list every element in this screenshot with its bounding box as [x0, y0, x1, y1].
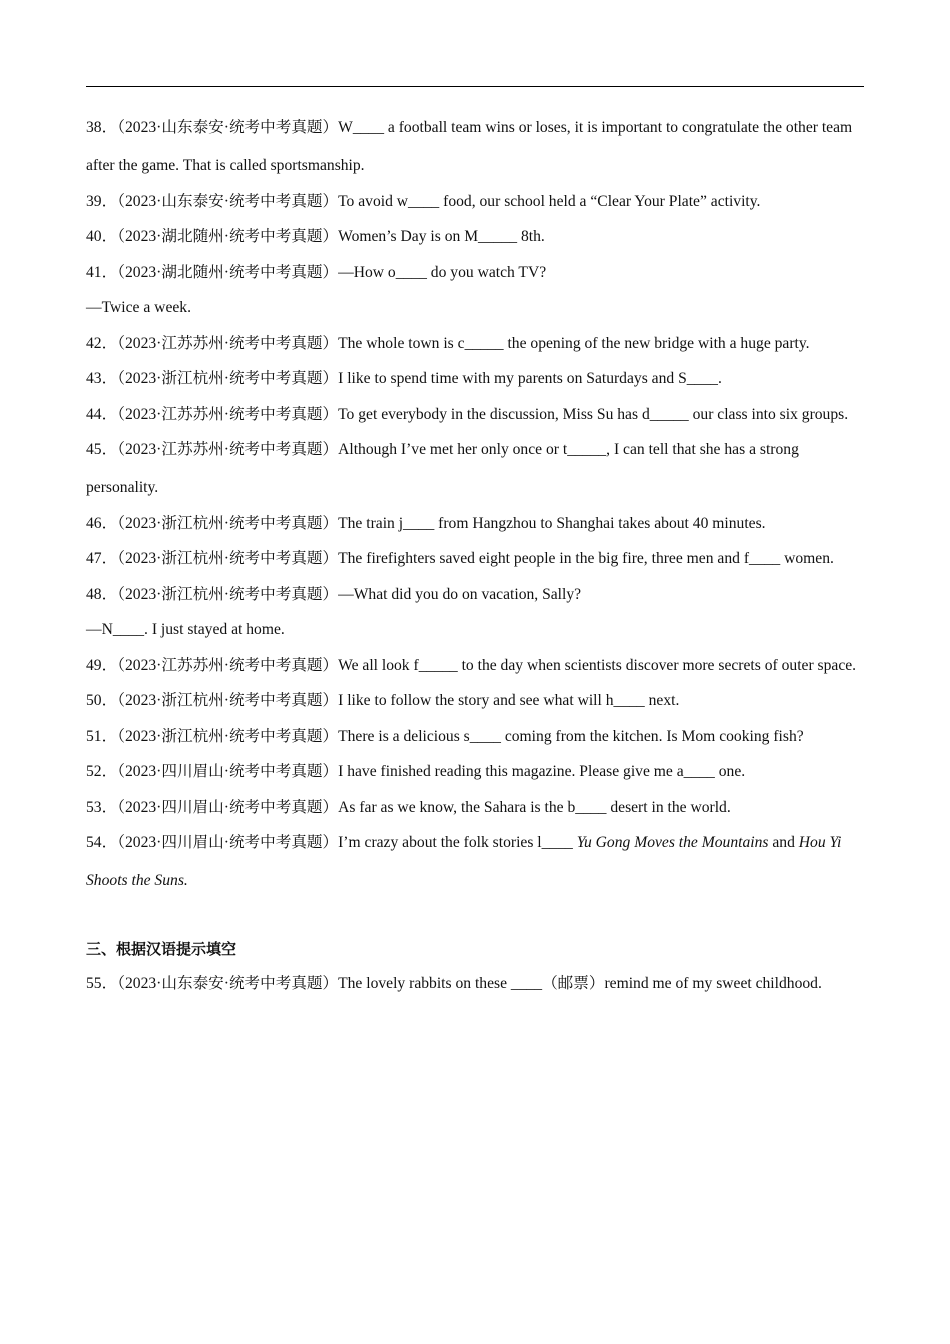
question-43 [86, 360, 864, 398]
question-source: （2023·江苏苏州·统考中考真题） [117, 334, 339, 352]
question-number: 49． [86, 656, 118, 674]
question-text: The lovely rabbits on these ____（邮票）remind me of my sweet childhood. [338, 975, 822, 992]
question-source: （2023·四川眉山·统考中考真题） [117, 834, 339, 851]
question-49 [86, 647, 864, 685]
story-title-yu-gong: Yu Gong Moves the Mountains [576, 834, 769, 851]
question-45 [86, 431, 864, 507]
question-44 [86, 396, 864, 434]
question-source: （2023·浙江杭州·统考中考真题） [117, 514, 339, 532]
question-number: 44． [86, 405, 118, 423]
question-55 [86, 965, 864, 1003]
question-54 [86, 824, 864, 900]
question-38 [86, 109, 864, 185]
question-text: As far as we know, the Sahara is the b____ desert in the world. [338, 798, 731, 816]
question-40 [86, 218, 864, 256]
question-50 [86, 682, 864, 720]
question-number: 41． [86, 263, 118, 281]
question-source: （2023·浙江杭州·统考中考真题） [117, 692, 339, 709]
question-text: —How o____ do you watch TV? [338, 263, 547, 281]
question-text: Although I’ve met her only once or t_____, I can tell that she has a strong personality. [86, 441, 799, 496]
question-39 [86, 183, 864, 221]
question-source: （2023·山东泰安·统考中考真题） [117, 119, 339, 136]
question-source: （2023·浙江杭州·统考中考真题） [117, 727, 339, 745]
question-text: To avoid w____ food, our school held a “Clear Your Plate” activity. [338, 192, 761, 210]
question-42 [86, 325, 864, 363]
question-source: （2023·浙江杭州·统考中考真题） [117, 585, 339, 603]
section-heading: 三、根据汉语提示填空 [86, 939, 237, 958]
question-source: （2023·四川眉山·统考中考真题） [117, 798, 339, 816]
question-source: （2023·浙江杭州·统考中考真题） [117, 370, 339, 387]
question-number: 51． [86, 727, 118, 745]
question-number: 46． [86, 514, 118, 532]
question-47 [86, 540, 864, 578]
question-text: We all look f_____ to the day when scientists discover more secrets of outer space. [338, 656, 857, 674]
question-source: （2023·山东泰安·统考中考真题） [117, 192, 339, 210]
header-rule [86, 86, 864, 87]
question-text: —What did you do on vacation, Sally? [338, 585, 582, 603]
question-number: 43． [86, 370, 118, 387]
question-text: I like to spend time with my parents on Saturdays and S____. [338, 370, 722, 387]
question-text: To get everybody in the discussion, Miss Su has d_____ our class into six groups. [338, 405, 849, 423]
question-51 [86, 718, 864, 756]
question-number: 47． [86, 550, 118, 567]
question-46 [86, 505, 864, 543]
story-title-hou-yi: Hou Yi Shoots the Suns. [86, 834, 842, 889]
question-number: 42． [86, 334, 118, 352]
question-53 [86, 789, 864, 827]
question-number: 40． [86, 228, 118, 245]
question-text: I’m crazy about the folk stories l____ [338, 834, 577, 851]
question-41-answer-line: —Twice a week. [86, 299, 191, 316]
question-number: 52． [86, 763, 118, 780]
question-number: 55． [86, 975, 118, 992]
question-48-answer-line: —N____. I just stayed at home. [86, 621, 285, 638]
question-source: （2023·山东泰安·统考中考真题） [117, 975, 339, 992]
question-source: （2023·湖北随州·统考中考真题） [117, 228, 339, 245]
question-number: 45． [86, 441, 118, 458]
question-text-joiner: and [768, 834, 799, 851]
question-number: 39． [86, 192, 118, 210]
question-41 [86, 254, 864, 292]
question-source: （2023·四川眉山·统考中考真题） [117, 763, 339, 780]
question-text: The firefighters saved eight people in the big fire, three men and f____ women. [338, 550, 834, 567]
question-text: There is a delicious s____ coming from the kitchen. Is Mom cooking fish? [338, 727, 804, 745]
question-source: （2023·江苏苏州·统考中考真题） [117, 441, 339, 458]
question-52 [86, 753, 864, 791]
question-source: （2023·湖北随州·统考中考真题） [117, 263, 339, 281]
question-number: 53． [86, 798, 118, 816]
question-number: 48． [86, 585, 118, 603]
worksheet-content [86, 109, 864, 1001]
question-source: （2023·江苏苏州·统考中考真题） [117, 656, 339, 674]
question-text: The train j____ from Hangzhou to Shanghai takes about 40 minutes. [338, 514, 766, 532]
question-text: I like to follow the story and see what will h____ next. [338, 692, 680, 709]
question-source: （2023·江苏苏州·统考中考真题） [117, 405, 339, 423]
question-number: 50． [86, 692, 118, 709]
question-text: Women’s Day is on M_____ 8th. [338, 228, 545, 245]
question-48 [86, 576, 864, 614]
question-text: W____ a football team wins or loses, it is important to congratulate the other team after the game. That is called sportsmanship. [86, 119, 853, 174]
question-source: （2023·浙江杭州·统考中考真题） [117, 550, 339, 567]
question-text: The whole town is c_____ the opening of the new bridge with a huge party. [338, 334, 810, 352]
question-number: 54． [86, 834, 118, 851]
question-number: 38． [86, 119, 118, 136]
question-text: I have finished reading this magazine. Please give me a____ one. [338, 763, 746, 780]
